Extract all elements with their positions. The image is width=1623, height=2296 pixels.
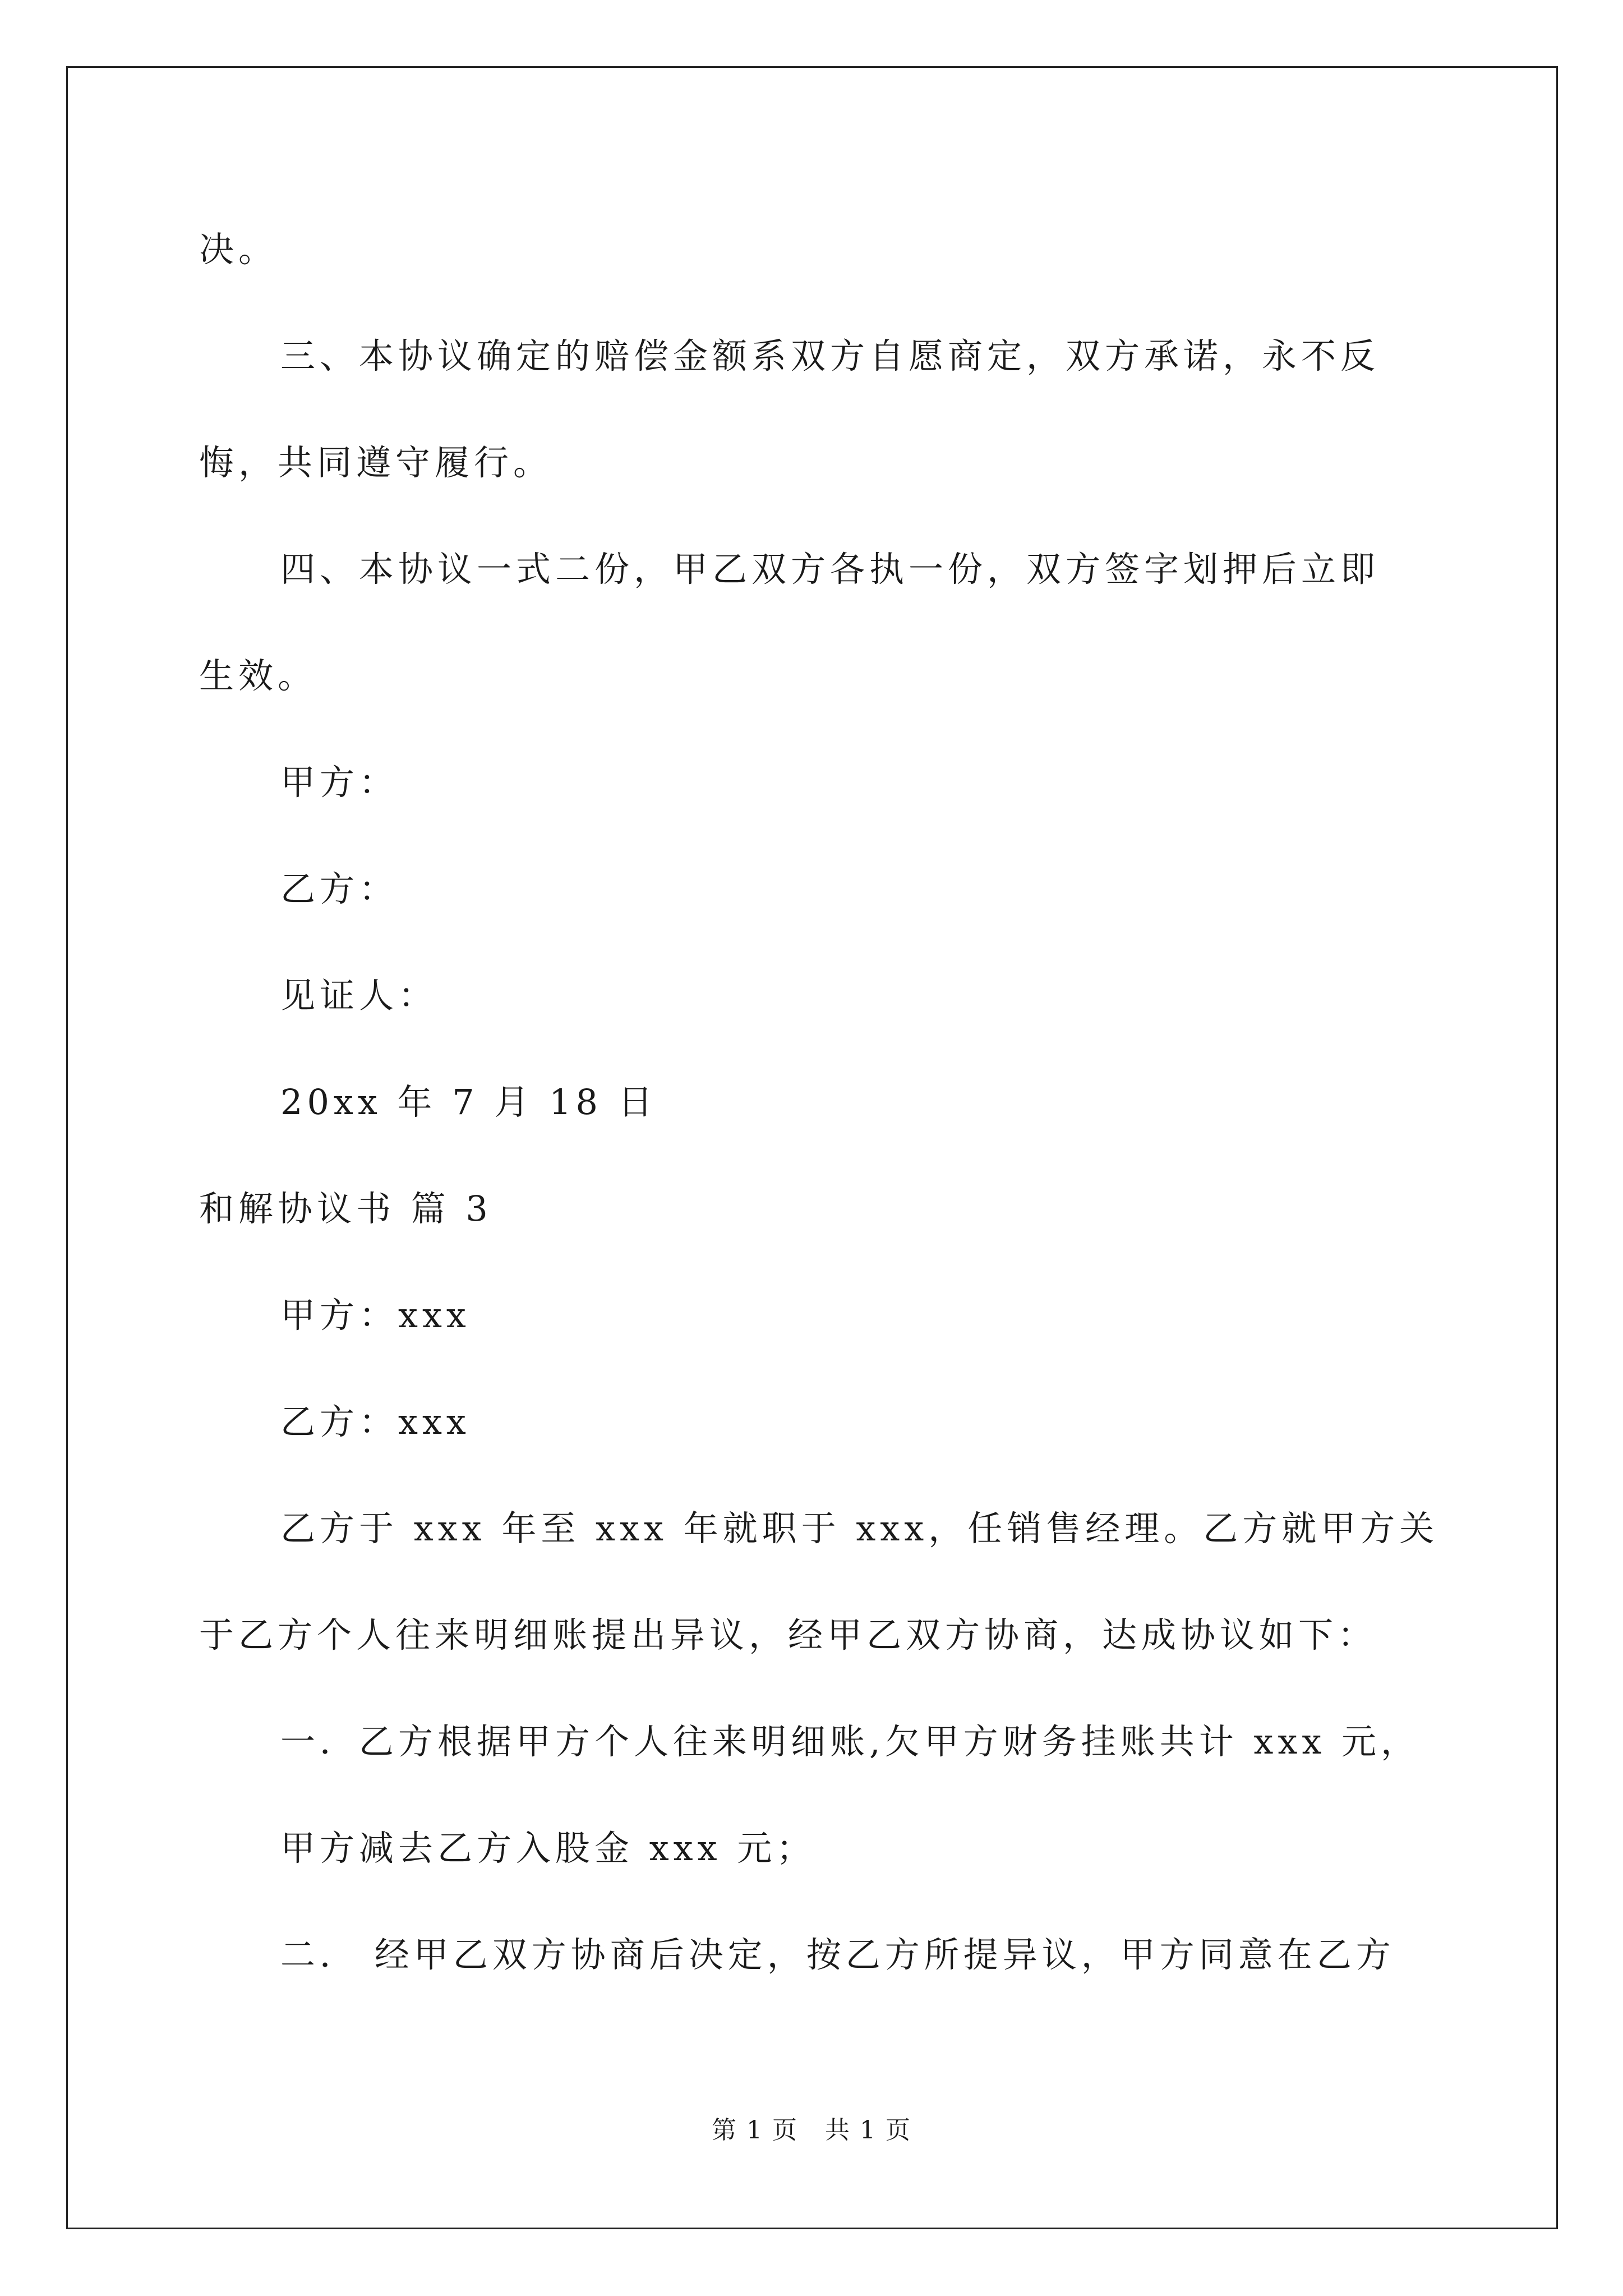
party-a-line: 甲方：xxx bbox=[280, 1295, 471, 1336]
body-line-2: 三、本协议确定的赔偿金额系双方自愿商定，双方承诺，永不反 bbox=[280, 335, 1380, 376]
clause-1-line-1: 一．乙方根据甲方个人往来明细账,欠甲方财务挂账共计 xxx 元， bbox=[280, 1721, 1421, 1762]
page-footer: 第 1 页 共 1 页 bbox=[712, 2116, 911, 2145]
body-line-4: 四、本协议一式二份，甲乙双方各执一份，双方签字划押后立即 bbox=[280, 549, 1380, 590]
page-border bbox=[66, 66, 1558, 2229]
date-line: 20xx 年 7 月 18 日 bbox=[280, 1082, 657, 1122]
party-b-label: 乙方： bbox=[280, 868, 399, 909]
body-line-3: 悔，共同遵守履行。 bbox=[199, 442, 553, 483]
clause-1-line-2: 甲方减去乙方入股金 xxx 元； bbox=[280, 1828, 816, 1869]
witness-label: 见证人： bbox=[280, 975, 438, 1016]
body-line-5: 生效。 bbox=[199, 655, 317, 696]
body-line-1: 决。 bbox=[199, 229, 278, 270]
party-a-label: 甲方： bbox=[280, 762, 399, 803]
party-b-line: 乙方：xxx bbox=[280, 1401, 471, 1442]
section-heading: 和解协议书 篇 3 bbox=[199, 1188, 492, 1229]
clause-2-line-1: 二． 经甲乙双方协商后决定，按乙方所提异议，甲方同意在乙方 bbox=[280, 1934, 1395, 1975]
body-line-14: 于乙方个人往来明细账提出异议，经甲乙双方协商，达成协议如下： bbox=[199, 1614, 1377, 1655]
body-line-13: 乙方于 xxx 年至 xxx 年就职于 xxx，任销售经理。乙方就甲方关 bbox=[280, 1508, 1439, 1549]
